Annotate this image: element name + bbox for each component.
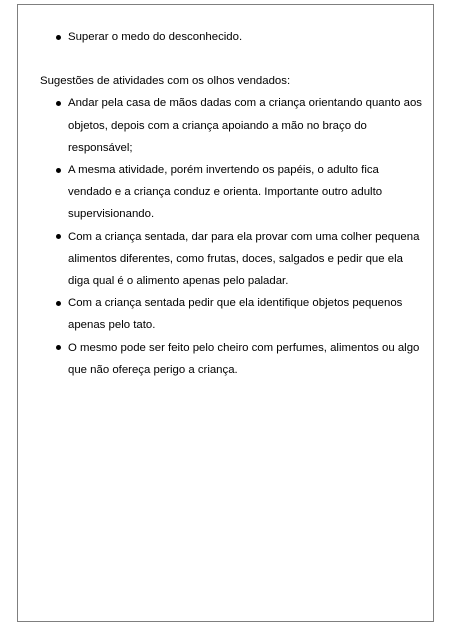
list-item: A mesma atividade, porém invertendo os papéis, o adulto fica vendado e a criança conduz e orienta. Importante outro adulto supervisionando.: [40, 159, 425, 226]
intro-list: [40, 26, 425, 48]
list-item: Andar pela casa de mãos dadas com a criança orientando quanto aos objetos, depois com a criança apoiando a mão no braço do responsável;: [40, 92, 425, 159]
list-item: Superar o medo do desconhecido.: [40, 26, 425, 48]
activities-heading: Sugestões de atividades com os olhos vendados:: [40, 75, 291, 88]
list-item: Com a criança sentada, dar para ela provar com uma colher pequena alimentos diferentes, como frutas, doces, salgados e pedir que ela diga qual é o alimento apenas pelo paladar.: [40, 226, 425, 293]
list-item: O mesmo pode ser feito pelo cheiro com perfumes, alimentos ou algo que não ofereça perigo a criança.: [40, 337, 425, 381]
activities-list: [40, 92, 425, 381]
document-body: [40, 26, 425, 381]
list-item: Com a criança sentada pedir que ela identifique objetos pequenos apenas pelo tato.: [40, 292, 425, 336]
